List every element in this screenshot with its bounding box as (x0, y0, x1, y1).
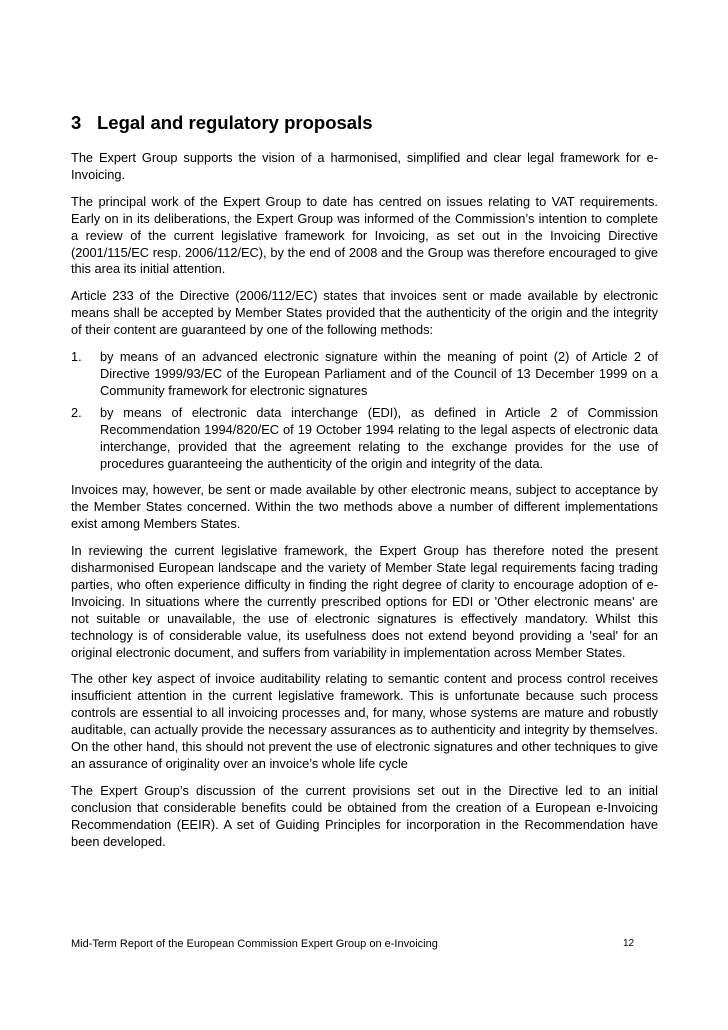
page-number: 12 (623, 938, 635, 949)
list-item-text: by means of an advanced electronic signature within the meaning of point (2) of Article 2 of Directive 1999/93/EC of the European Parliament and of the Council of 13 December 1999 on a Community framework for electronic signatures (100, 349, 658, 398)
paragraph: Invoices may, however, be sent or made available by other electronic means, subject to acceptance by the Member States concerned. Within the two methods above a number of different implementations exist among Members States. (71, 482, 658, 532)
section-heading (71, 112, 373, 134)
section-number: 3 (71, 112, 82, 133)
section-title: Legal and regulatory proposals (97, 112, 373, 133)
paragraph: The Expert Group supports the vision of a harmonised, simplified and clear legal framework for e-Invoicing. (71, 150, 658, 182)
list-item-text: by means of electronic data interchange (EDI), as defined in Article 2 of Commission Recommendation 1994/820/EC of 19 October 1994 relating to the legal aspects of electronic data interchange, provided that the agreement relating to the exchange provides for the use of procedures guaranteeing the authenticity of the origin and integrity of the data. (100, 404, 658, 471)
list-marker: 2. (71, 404, 82, 420)
methods-list (71, 349, 658, 472)
paragraph: Article 233 of the Directive (2006/112/EC) states that invoices sent or made available by electronic means shall be accepted by Member States provided that the authenticity of the origin and the integrity of their content are guaranteed by one of the following methods: (71, 288, 658, 338)
page-footer (71, 938, 658, 950)
paragraph: The Expert Group’s discussion of the current provisions set out in the Directive led to an initial conclusion that considerable benefits could be obtained from the creation of a European e-Invoicing Recommendation (EEIR). A set of Guiding Principles for incorporation in the Recommendation have been developed. (71, 782, 658, 849)
footer-title: Mid-Term Report of the European Commission Expert Group on e-Invoicing (71, 938, 438, 950)
document-body (71, 150, 658, 861)
list-item (71, 405, 658, 473)
paragraph: The other key aspect of invoice auditability relating to semantic content and process control receives insufficient attention in the current legislative framework. This is unfortunate because such process controls are essential to all invoicing processes and, for many, whose systems are mature and robustly auditable, can actually provide the necessary assurances as to authenticity and integrity by themselves. On the other hand, this should not prevent the use of electronic signatures and other techniques to give an assurance of originality over an invoice’s whole life cycle (71, 671, 658, 771)
list-marker: 1. (71, 349, 82, 365)
paragraph: In reviewing the current legislative framework, the Expert Group has therefore noted the present disharmonised European landscape and the variety of Member State legal requirements facing trading parties, who often experience difficulty in finding the right degree of clarity to encourage adoption of e-Invoicing. In situations where the currently prescribed options for EDI or 'Other electronic means' are not suitable or unavailable, the use of electronic signatures is effectively mandatory. Whilst this technology is of considerable value, its usefulness does not extend beyond providing a 'seal' for an original electronic document, and suffers from variability in implementation across Member States. (71, 543, 658, 660)
document-page (71, 0, 658, 1030)
list-item (71, 349, 658, 400)
paragraph: The principal work of the Expert Group to date has centred on issues relating to VAT requirements. Early on in its deliberations, the Expert Group was informed of the Commission’s intention to complete a review of the current legislative framework for Invoicing, as set out in the Invoicing Directive (2001/115/EC resp. 2006/112/EC), by the end of 2008 and the Group was therefore encouraged to give this area its initial attention. (71, 193, 658, 277)
